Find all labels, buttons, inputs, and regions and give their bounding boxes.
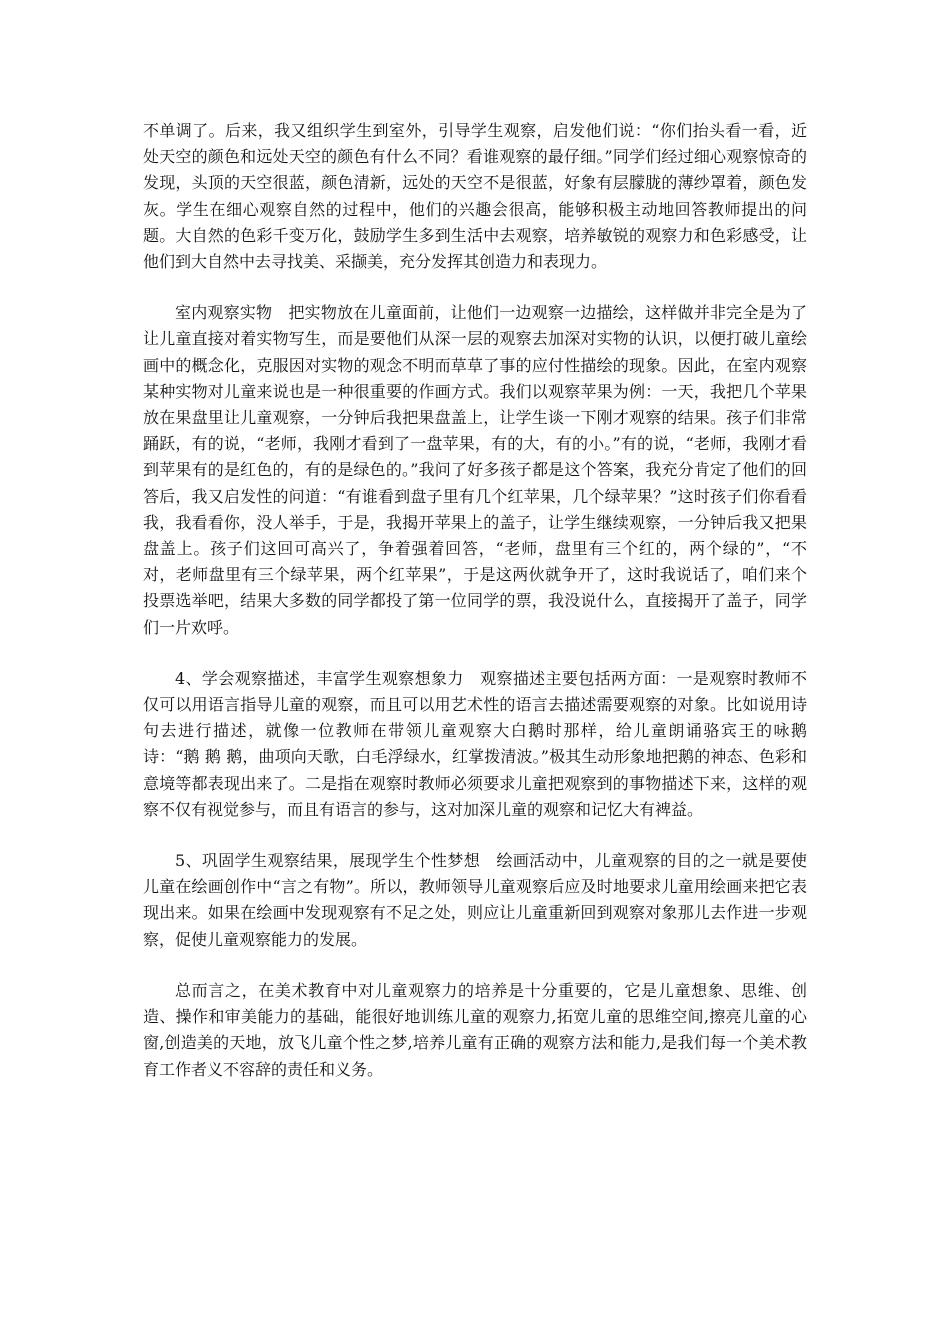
paragraph-observation-description: 4、学会观察描述，丰富学生观察想象力 观察描述主要包括两方面：一是观察时教师不仅可以用语言指导儿童的观察，而且可以用艺术性的语言去描述需要观察的对象。比如说用诗句去进行描述，就像一位教师在带领儿童观察大白鹅时那样，给儿童朗诵骆宾王的咏鹅诗：“鹅 鹅 鹅，曲项向天歌，白毛浮绿水，红掌拨清波。”极其生动形象地把鹅的神态、色彩和意境等都表现出来了。二是指在观察时教师必须要求儿童把观察到的事物描述下来，这样的观察不仅有视觉参与，而且有语言的参与，这对加深儿童的观察和记忆大有裨益。	[143, 668, 807, 819]
paragraph-outdoor-observation: 不单调了。后来，我又组织学生到室外，引导学生观察，启发他们说：“你们抬头看一看，近处天空的颜色和远处天空的颜色有什么不同？看谁观察的最仔细。”同学们经过细心观察惊奇的发现，头顶的天空很蓝，颜色清新，远处的天空不是很蓝，好象有层朦胧的薄纱罩着，颜色发灰。学生在细心观察自然的过程中，他们的兴趣会很高，能够积极主动地回答教师提出的问题。大自然的色彩千变万化，鼓励学生多到生活中去观察，培养敏锐的观察力和色彩感受，让他们到大自然中去寻找美、采撷美，充分发挥其创造力和表现力。	[143, 121, 807, 272]
paragraph-indoor-observation: 室内观察实物 把实物放在儿童面前，让他们一边观察一边描绘，这样做并非完全是为了让儿童直接对着实物写生，而是要他们从深一层的观察去加深对实物的认识，以便打破儿童绘画中的概念化，克服因对实物的观念不明而草草了事的应付性描绘的现象。因此，在室内观察某种实物对儿童来说也是一种很重要的作画方式。我们以观察苹果为例：一天，我把几个苹果放在果盘里让儿童观察，一分钟后我把果盘盖上，让学生谈一下刚才观察的结果。孩子们非常踊跃，有的说，“老师，我刚才看到了一盘苹果，有的大，有的小。”有的说，“老师，我刚才看到苹果有的是红色的，有的是绿色的。”我问了好多孩子都是这个答案，我充分肯定了他们的回答后，我又启发性的问道：“有谁看到盘子里有几个红苹果，几个绿苹果？”这时孩子们你看看我，我看看你，没人举手，于是，我揭开苹果上的盖子，让学生继续观察，一分钟后我又把果盘盖上。孩子们这回可高兴了，争着强着回答，“老师，盘里有三个红的，两个绿的”，“不对，老师盘里有三个绿苹果，两个红苹果”，于是这两伙就争开了，这时我说话了，咱们来个投票选举吧，结果大多数的同学都投了第一位同学的票，我没说什么，直接揭开了盖子，同学们一片欢呼。	[143, 303, 807, 637]
paragraph-conclusion: 总而言之，在美术教育中对儿童观察力的培养是十分重要的，它是儿童想象、思维、创造、操作和审美能力的基础，能很好地训练儿童的观察力,拓宽儿童的思维空间,擦亮儿童的心窗,创造美的天地，放飞儿童个性之梦,培养儿童有正确的观察方法和能力,是我们每一个美术教育工作者义不容辞的责任和义务。	[143, 980, 807, 1079]
paragraph-consolidate-results: 5、巩固学生观察结果，展现学生个性梦想 绘画活动中，儿童观察的目的之一就是要使儿童在绘画创作中“言之有物”。所以，教师领导儿童观察后应及时地要求儿童用绘画来把它表现出来。如果在绘画中发现观察有不足之处，则应让儿童重新回到观察对象那儿去作进一步观察，促使儿童观察能力的发展。	[143, 851, 807, 949]
document-body	[143, 118, 807, 1108]
